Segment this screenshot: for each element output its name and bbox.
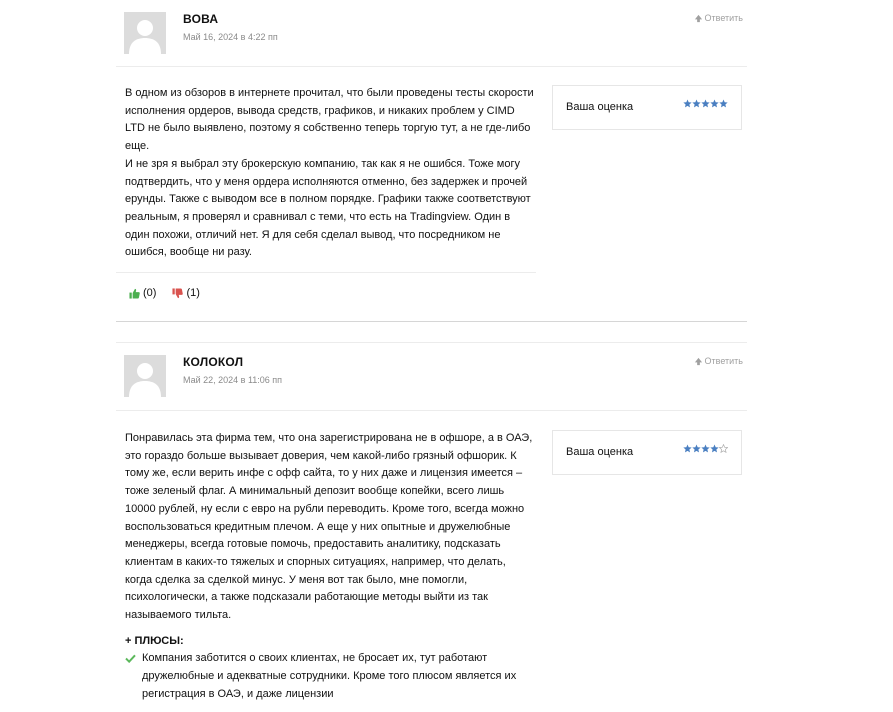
reply-button[interactable]	[694, 356, 743, 366]
rating-box	[552, 85, 742, 130]
star-icon	[719, 99, 728, 108]
like-button[interactable]	[129, 287, 156, 299]
divider	[116, 272, 536, 273]
comment-text	[125, 85, 535, 262]
comment-date: Май 16, 2024 в 4:22 пп	[183, 32, 278, 42]
star-icon	[701, 99, 710, 108]
comment-1	[116, 0, 747, 299]
avatar-placeholder-icon	[124, 12, 166, 54]
star-icon	[719, 444, 728, 453]
star-icon	[710, 444, 719, 453]
dislike-count: (1)	[186, 287, 200, 299]
comment-2	[116, 342, 747, 700]
avatar-placeholder-icon	[124, 355, 166, 397]
reply-label: Ответить	[704, 356, 743, 366]
like-count: (0)	[143, 287, 157, 299]
comment-author: ВОВА	[183, 12, 219, 26]
thumbs-up-icon	[129, 288, 140, 299]
avatar	[124, 355, 166, 397]
comment-paragraph: В одном из обзоров в интернете прочитал, что были проведены тесты скорости исполнения ордеров, вывода средств, графиков, и никаких проблем у CIMD LTD не было выявлено, поэтому я собственно теперь торгую тут, а не где-либо еще.	[125, 87, 534, 153]
star-icon	[692, 99, 701, 108]
rating-label: Ваша оценка	[566, 101, 634, 113]
comment-header	[116, 0, 747, 67]
dislike-button[interactable]	[172, 287, 199, 299]
reply-arrow-icon	[694, 357, 703, 366]
plus-item-text: Компания заботится о своих клиентах, не бросает их, тут работают дружелюбные и адекватные сотрудники. Кроме того плюсом является их регистрация в ОАЭ, и даже лицензии	[142, 652, 517, 700]
star-icon	[683, 99, 692, 108]
rating-stars	[683, 444, 728, 453]
comment-date: Май 22, 2024 в 11:06 пп	[183, 375, 283, 385]
star-icon	[692, 444, 701, 453]
star-icon	[710, 99, 719, 108]
comment-paragraph: Понравилась эта фирма тем, что она зарегистрирована не в офшоре, а в ОАЭ, это гораздо больше вызывает доверия, чем какой-либо грязный офшорик. К тому же, если верить инфе с офф сайта, то у них даже и лицензия имеется – тоже зеленый флаг. А минимальный депозит вообще копейки, всего лишь 10000 рублей, ну если с евро на рубли переводить. Кроме того, всегда можно воспользоваться кредитным плечом. А еще у них опытные и дружелюбные менеджеры, всегда готовые помочь, предоставить аналитику, подсказать клиентам в каких-то тяжелых и спорных ситуациях, например, что делать, когда сделка за сделкой минус. У меня вот так было, мне помогли, психологически, а также подсказали работающие методы выйти из так называемого тильта.	[125, 432, 533, 622]
comment-header	[116, 342, 747, 411]
thumbs-down-icon	[172, 288, 183, 299]
reply-label: Ответить	[704, 13, 743, 23]
plus-title: + ПЛЮСЫ:	[125, 634, 184, 647]
comment-separator	[116, 321, 747, 322]
avatar	[124, 12, 166, 54]
rating-stars	[683, 99, 728, 108]
vote-bar	[129, 287, 200, 299]
reply-arrow-icon	[694, 14, 703, 23]
comment-text	[125, 430, 535, 704]
star-icon	[683, 444, 692, 453]
comment-paragraph: И не зря я выбрал эту брокерскую компанию, так как я не ошибся. Тоже могу подтвердить, что у меня ордера исполняются отменно, без задержек и прочей ерунды. Также с выводом все в полном порядке. Графики также соответствуют реальным, я проверял и сравнивал с теми, что есть на Tradingview. Один в один похожи, отличий нет. Я для себя сделал вывод, что посредником не ошибся, вообще ни разу.	[125, 157, 531, 259]
rating-label: Ваша оценка	[566, 446, 634, 458]
rating-box	[552, 430, 742, 475]
check-icon	[125, 654, 136, 663]
star-icon	[701, 444, 710, 453]
plus-item	[125, 650, 535, 703]
comment-author: КОЛОКОЛ	[183, 355, 244, 369]
reply-button[interactable]	[694, 13, 743, 23]
